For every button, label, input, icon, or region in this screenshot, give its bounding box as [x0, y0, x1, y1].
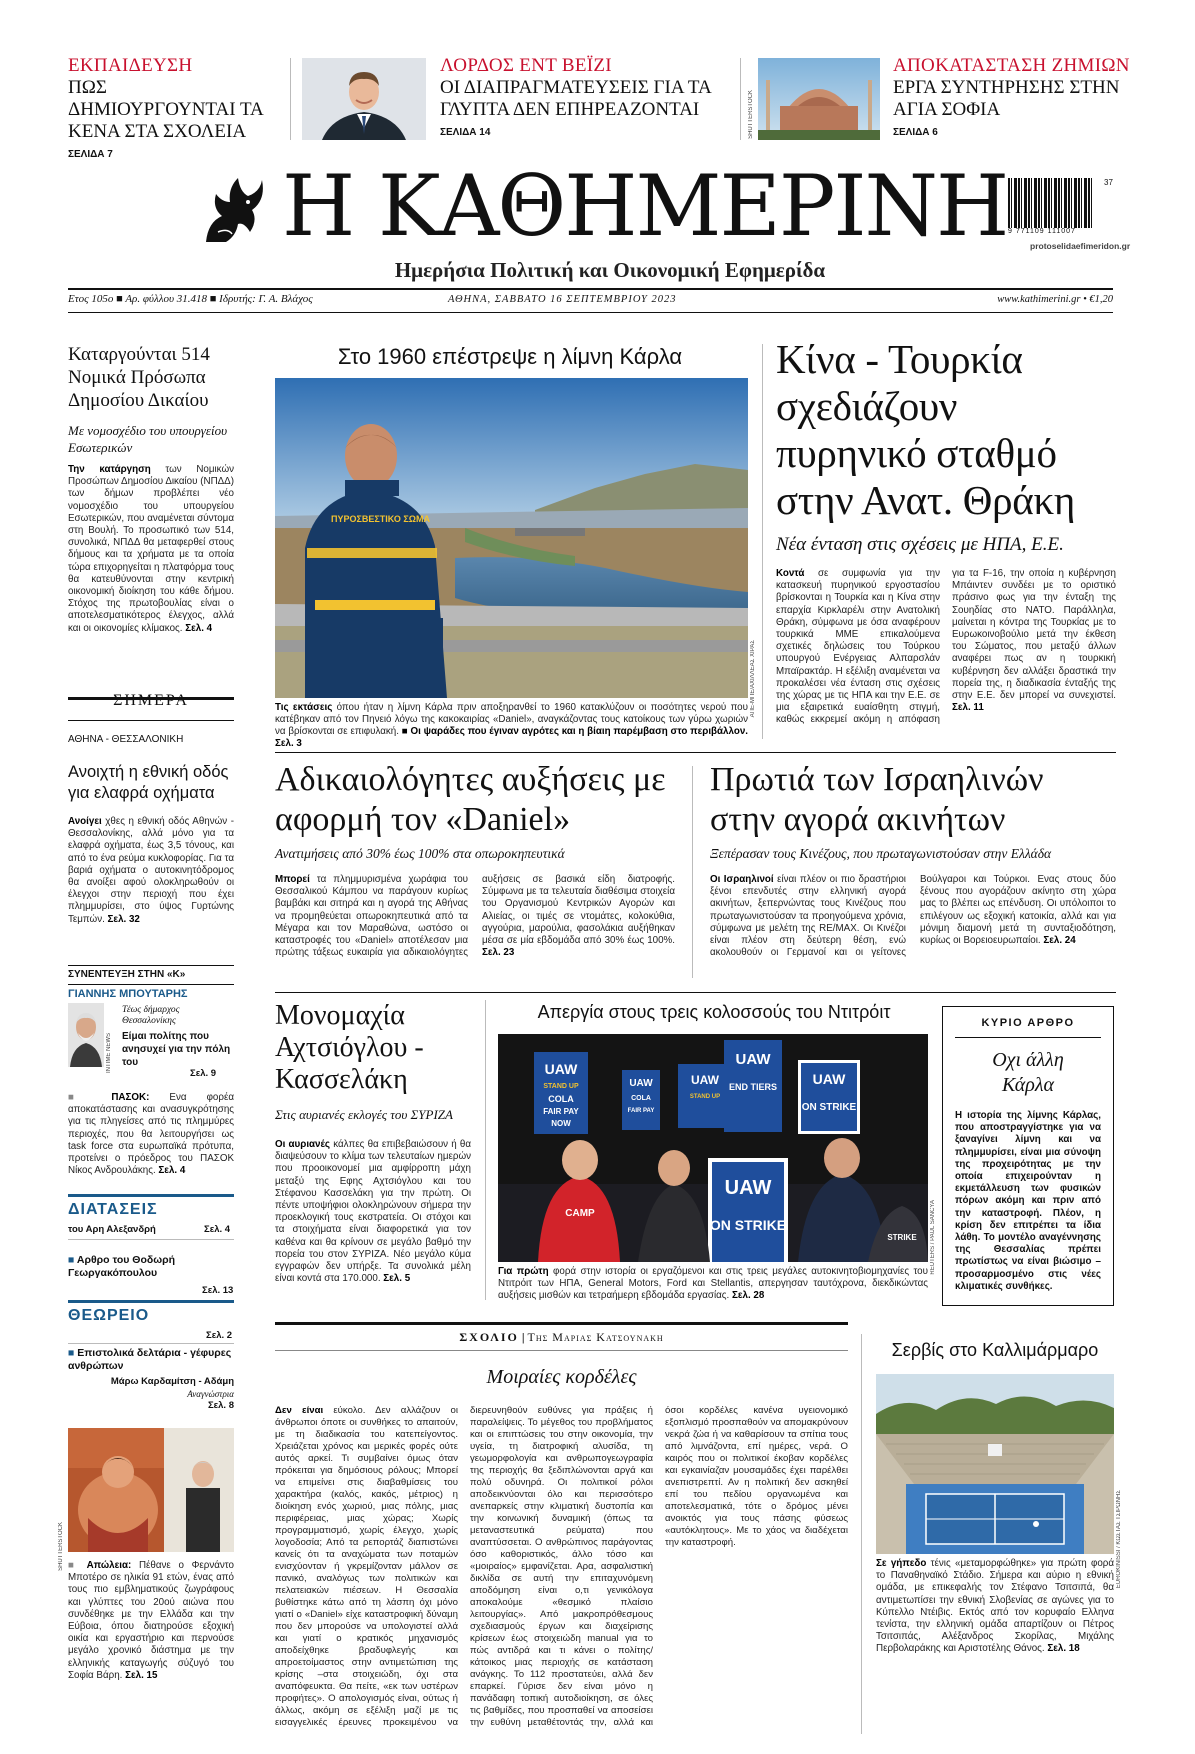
teaser-2-kicker: ΛΟΡΔΟΣ ΕΝΤ ΒΕΪΖΙ — [440, 55, 612, 76]
karla-caption-text: όπου ήταν η λίμνη Κάρλα πριν αποξηρανθεί το 1960 κατακλύζουν οι ποσότητες νερού που κατέβηκαν από τον Πηνειό λόγω της κακοκαιρίας «Daniel», αναγκάζοντας τους κατοίκους των γύρω χωριών να βρίσκονται σε επιφυλακή. — [275, 702, 748, 737]
theoreio-label[interactable]: ΘΕΩΡΕΙΟ — [68, 1307, 150, 1324]
pasok-text: Ενα φορέα αποκατάστασης και ανασυγκρότησης για τις πληγείσες από τις πλημμύρες περιοχές, που θα λειτουργήσει ως task force στα ευρωπαϊκά πρότυπα, προτείνει ο πρόεδρος του ΠΑΣΟΚ Νίκος Ανδρουλάκης. — [68, 1092, 234, 1177]
site-and-price: www.kathimerini.gr • €1,20 — [997, 294, 1113, 305]
daniel-subtitle: Ανατιμήσεις από 30% έως 100% στα οπωροκηπευτικά — [275, 846, 565, 861]
china-body — [776, 568, 1116, 727]
daniel-body — [275, 874, 675, 959]
editorial-box[interactable] — [942, 1006, 1114, 1306]
israel-body-lead: Οι Ισραηλινοί — [710, 874, 774, 885]
sign-text-uaw-2: UAW — [629, 1078, 653, 1089]
china-story[interactable] — [776, 336, 1116, 727]
strike-caption-page: Σελ. 28 — [732, 1290, 765, 1301]
daniel-body-lead: Μπορεί — [275, 874, 310, 885]
teaser-1[interactable] — [68, 55, 278, 160]
karla-photo-credit: ΑΠΕ-ΜΠΕ/ΑΧΙΛΛΕΑΣ ΧΙΡΑΣ — [750, 640, 756, 718]
diataseis-page: Σελ. 4 — [204, 1224, 231, 1235]
karla-caption-extra: ■ Οι ψαράδες που έγιναν αγρότες και η βίαιη παρέμβαση στο περιβάλλον. — [398, 726, 748, 737]
scholio-body-lead: Δεν είναι — [275, 1405, 324, 1416]
vest-text: ΠΥΡΟΣΒΕΣΤΙΚΟ ΣΩΜΑ — [331, 514, 431, 524]
strike-photo — [498, 1034, 928, 1262]
lead-body-text: των Νομικών Προσώπων Δημοσίου Δικαίου (ΝΠΔΔ) των δήμων προβλέπει νέο νομοσχέδιο του υπουργείου Εσωτερικών, που αναμένεται σύντομα στη Βουλή. Το προσωπικό των 514, συνολικά, ΝΠΔΔ θα μεταφερθεί στους δήμους και τα χρήματα με τα οποία τώρα επιχορηγείται η πλατφόρμα τους θα κατευθύνονται στην κεντρική οικονομική διοίκηση του κάθε δήμου. Στόχος της πρωτοβουλίας είναι ο αποτελεσματικότερος έλεγχος, αλλά και οι οικονομίες κλίμακος. — [68, 464, 234, 634]
israel-page: Σελ. 24 — [1043, 935, 1076, 947]
serbia-caption-page: Σελ. 18 — [1047, 1643, 1080, 1655]
strike-photo-credit: REUTERS / PAUL SANCYA — [930, 1200, 936, 1275]
diataseis-label[interactable]: ΔΙΑΤΑΣΕΙΣ — [68, 1201, 158, 1218]
scholio-header: ΣΧΟΛΙΟ | Της Μαριας Κατσουνακη — [459, 1330, 664, 1344]
road-body-lead: Ανοίγει — [68, 816, 102, 827]
daniel-title: Αδικαιολόγητες αυξήσεις με αφορμή τον «Daniel» — [275, 761, 666, 838]
pasok-page: Σελ. 4 — [158, 1165, 186, 1177]
china-subtitle: Νέα ένταση στις σχέσεις με ΗΠΑ, Ε.Ε. — [776, 534, 1064, 555]
stadium-photo — [876, 1374, 1114, 1554]
letters-role: Αναγνώστρια — [187, 1389, 234, 1399]
interview-name: ΓΙΑΝΝΗΣ ΜΠΟΥΤΑΡΗΣ — [68, 988, 188, 1000]
strike-caption-lead: Για πρώτη — [498, 1266, 549, 1277]
sign-text-cola-2: COLA — [631, 1095, 651, 1102]
scholio-body — [275, 1405, 848, 1735]
interview-quote[interactable]: Είμαι πολίτης που ανησυχεί για την πόλη του — [122, 1031, 231, 1068]
scholio-label: ΣΧΟΛΙΟ — [459, 1330, 519, 1344]
interview-label: ΣΥΝΕΝΤΕΥΞΗ ΣΤΗΝ «Κ» — [68, 969, 186, 980]
letters-item[interactable]: ■ Επιστολικά δελτάρια - γέφυρες ανθρώπων — [68, 1347, 232, 1372]
sign-text-standup-1: STAND UP — [543, 1083, 579, 1090]
israel-subtitle: Ξεπέρασαν τους Κινέζους, που πρωταγωνιστούσαν στην Ελλάδα — [710, 846, 1052, 861]
sign-text-uaw-4: UAW — [735, 1051, 771, 1068]
teaser-1-page: ΣΕΛΙΔΑ 7 — [68, 149, 113, 160]
road-page: Σελ. 32 — [107, 913, 140, 925]
syriza-story[interactable] — [275, 1000, 471, 1285]
teaser-2-headline: ΟΙ ΔΙΑΠΡΑΓΜΑΤΕΥΣΕΙΣ ΓΙΑ ΤΑ ΓΛΥΠΤΑ ΔΕΝ ΕΠΗΡΕΑΖΟΝΤΑΙ — [440, 77, 711, 120]
editorial-label: ΚΥΡΙΟ ΑΡΘΡΟ — [981, 1017, 1075, 1029]
syriza-title: Μονομαχία Αχτσιόγλου - Κασσελάκη — [275, 1000, 424, 1095]
daniel-story[interactable] — [275, 760, 675, 959]
israel-title: Πρωτιά των Ισραηλινών στην αγορά ακινήτων — [710, 761, 1044, 838]
strike-caption-text: φορά στην ιστορία οι εργαζόμενοι και στις τρεις μεγάλες αυτοκινητοβιομηχανίες του Ντιτρόιτ των ΗΠΑ, General Motors, Ford και Stellantis, απεργησαν ταυτόχρονα, διεκδικώντας αυξήσεις μισθών και τετραήμερη εβδομάδα εργασίας. — [498, 1266, 928, 1301]
lead-title[interactable]: Καταργούνται 514 Νομικά Πρόσωπα Δημοσίου Δικαίου — [68, 344, 210, 411]
serbia-heading[interactable]: Σερβίς στο Καλλιμάρμαρο — [891, 1340, 1099, 1360]
sign-text-onstrike-1: ON STRIKE — [801, 1102, 857, 1113]
syriza-body-text: κάλπες θα επιβεβαιώσουν ή θα διαψεύσουν το κλίμα των τελευταίων ημερών που προοικονομεί μια αμφίρροπη μάχη μεταξύ της Εφης Αχτσιόγλου και του Στέφανου Κασσελάκη για την πρώτη. Οι πέντε υποψήφιοι ολοκληρώνουν σήμερα την προεκλογική τους εκστρατεία. Οι στόχοι και τα στοιχήματα είναι διαφορετικά για τον καθένα και θα κρίνουν σε μεγάλο βαθμό την πορεία του στον ΣΥΡΙΖΑ. Νέο μεγάλο κύμα εγγραφών δεν υπήρξε. Τα συνολικά μέλη είναι κοντά στα 170.000. — [275, 1139, 472, 1285]
lead-body — [68, 464, 234, 635]
loss-story[interactable]: ■ Απώλεια: Πέθανε ο Φερνάντο Μποτέρο σε ηλικία 91 ετών, ένας από τους πιο εμβληματικούς ζωγράφους και γλύπτες του 20ού αιώνα που συνδέθηκε με την Ελλάδα και την Εύβοια, όπου διατηρούσε εξοχική οικία και εργαστήριο και περνούσε μεγάλο χρονικό διάστημα με την ελληνικής καταγωγής σύζυγό του Σοφία Βάρη. Σελ. 15 — [68, 1560, 234, 1681]
karla-caption-page: Σελ. 3 — [275, 738, 302, 749]
teaser-3-photo-credit: SHUTTERSTOCK — [748, 90, 754, 139]
botero-photo — [68, 1428, 234, 1552]
daniel-body-text: τα πλημμυρισμένα χωράφια του Θεσσαλικού Κάμπου να παράγουν κυρίως βαμβάκι και σιτηρά και η αγορά της Αθήνας να προμηθεύεται οπωροκηπευτικά από τα Μέγαρα και τον Μαραθώνα, ωστόσο οι καταστροφές του «Daniel» αποτέλεσαν μια πρώτης τάξεως ευκαιρία για αδικαιολόγητες αυξήσεις σε βασικά είδη διατροφής. Σύμφωνα με τα τελευταία διαθέσιμα στοιχεία του Οργανισμού Κεντρικών Αγορών και Αλιείας, οι τιμές σε ντομάτες, κολοκύθια, αγγούρια, μαρούλια, φασολάκια αυξήθηκαν μέσα σε μία εβδομάδα από 30% έως 100%. — [275, 874, 675, 959]
sign-text-fairpay-1: FAIR PAY — [543, 1107, 579, 1116]
teaser-2[interactable] — [440, 55, 730, 138]
pasok-story[interactable]: ■ ΠΑΣΟΚ: Ενα φορέα αποκατάστασης και ανασυγκρότησης για τις πληγείσες από τις πλημμύρες περιοχές, που θα λειτουργήσει ως task force στα ευρωπαϊκά πρότυπα, προτείνει ο πρόεδρος του ΠΑΣΟΚ Νίκος Ανδρουλάκης. Σελ. 4 — [68, 1092, 234, 1177]
lead-subtitle: Με νομοσχέδιο του υπουργείου Εσωτερικών — [68, 423, 228, 455]
left-column — [68, 343, 234, 635]
strike-heading[interactable]: Απεργία στους τρεις κολοσσούς του Ντιτρόιτ — [537, 1002, 891, 1022]
serbia-caption-lead: Σε γήπεδο — [876, 1558, 927, 1569]
israel-story[interactable] — [710, 760, 1116, 959]
scholio-title[interactable]: Μοιραίες κορδέλες — [486, 1366, 637, 1388]
teaser-2-page: ΣΕΛΙΔΑ 14 — [440, 127, 491, 138]
road-title: Ανοιχτή η εθνική οδός για ελαφρά οχήματα — [68, 763, 229, 802]
serbia-caption — [876, 1558, 1114, 1656]
masthead-subtitle: Ημερήσια Πολιτική και Οικονομική Εφημερίδα — [394, 258, 826, 282]
interview-role: Τέως δήμαρχος Θεσσαλονίκης — [122, 1005, 180, 1026]
road-story[interactable] — [68, 762, 234, 926]
teaser-1-headline: ΠΩΣ ΔΗΜΙΟΥΡΓΟΥΝΤΑΙ ΤΑ ΚΕΝΑ ΣΤΑ ΣΧΟΛΕΙΑ — [68, 77, 263, 142]
botero-photo-credit: SHUTTERSTOCK — [58, 1522, 64, 1571]
barcode — [1008, 178, 1114, 238]
road-body-text: χθες η εθνική οδός Αθηνών - Θεσσαλονίκης, αλλά μόνο για τα ελαφρά οχήματα, έως 3,5 τόνους, και από το ένα ρεύμα κυκλοφορίας. Για τα βαριά οχήματα ο αυτοκινητόδρομος θα ανοίξει αφού ολοκληρωθούν οι έλεγχοι στην περιοχή που έχει πλημμυρίσει, στο ύψος Γυρτώνης Τεμπών. — [68, 816, 234, 925]
issue-date: ΑΘΗΝΑ, ΣΑΒΒΑΤΟ 16 ΣΕΠΤΕΜΒΡΙΟΥ 2023 — [448, 294, 677, 305]
interview-page: Σελ. 9 — [190, 1068, 217, 1079]
letters-label: Επιστολικά δελτάρια - γέφυρες ανθρώπων — [68, 1347, 232, 1372]
sign-text-uaw-3: UAW — [691, 1073, 719, 1087]
griffin-logo-icon — [198, 172, 266, 246]
barcode-number: 9 771109 111007 — [1008, 228, 1076, 235]
sign-text-now-1: NOW — [551, 1119, 571, 1128]
china-body-text: σε συμφωνία για την κατασκευή πυρηνικού εργοστασίου βρίσκονται η Τουρκία και η Κίνα στην επαρχία Κιρκλαρέλι στην Ανατολική Θράκη, σύμφωνα με όσα αναφέρουν τουρκικά ΜΜΕ επικαλούμενα σχετικές δηλώσεις του Τούρκου υπουργού Ενέργειας Αλπαρσλάν Μπαϊρακτάρ. Η εξέλιξη αναμένεται να προκαλέσει νέα ένταση στις σχέσεις της χώρας με τις ΗΠΑ και την Ε.Ε. σε μια εξαιρετικά ευαίσθητη στιγμή, καθώς εκκρεμεί ακόμη η απόφαση για τα F-16, την οποία η κυβέρνηση Μπάιντεν συνδέει με το οριστικό πράσινο φως για την ένταξη της Σουηδίας στο ΝΑΤΟ. Παράλληλα, μαίνεται η κόντρα της Τουρκίας με το Ευρωκοινοβούλιο μετά την έκθεση του Σώματος, που μεταξύ άλλων αναφέρει πως αν η τουρκική κυβέρνηση δεν αλλάξει δραστικά την πορεία της, η διαδικασία ένταξής της στην Ε.Ε. δεν μπορεί να συνεχιστεί. — [776, 568, 1116, 726]
teaser-3-photo — [758, 58, 880, 140]
daniel-page: Σελ. 23 — [482, 947, 515, 959]
lead-body-lead: Την κατάργηση — [68, 464, 151, 475]
today-region: ΑΘΗΝΑ - ΘΕΣΣΑΛΟΝΙΚΗ — [68, 734, 184, 745]
karla-caption-lead: Τις εκτάσεις — [275, 702, 333, 713]
serbia-caption-text: τένις «μεταμορφώθηκε» για πρώτη φορά το Παναθηναϊκό Στάδιο. Σήμερα και αύριο η εθνική ομάδα, με επικεφαλής τον Στέφανο Τσιτσιπά, θα αντιμετωπίσει την εθνική Σλοβενίας σε αγώνες για το Κύπελλο Ντέιβις. Εκτός από τον κορυφαίο Ελληνα τενίστα, την ελληνική ομάδα απαρτίζουν οι Πέτρος Τσιτσιπάς, Αλέξανδρος Σκορίλας, Μιχάλης Περβολαράκης και Αριστοτέλης Θάνος. — [876, 1558, 1115, 1655]
pasok-lead: ΠΑΣΟΚ: — [111, 1092, 150, 1103]
barcode-issue: 37 — [1104, 178, 1113, 187]
syriza-body — [275, 1139, 471, 1285]
teaser-2-photo — [302, 58, 426, 140]
scholio-body-text: εύκολο. Δεν αλλάζουν οι άνθρωποι όποτε οι συνθήκες το απαιτούν, με τη διαδικασία του κατεπείγοντος. Χρειάζεται χρόνος και μερικές φορές ούτε αυτός αρκεί. Τι συμβαίνει όμως όταν πρόκειται για δημόσιους ρόλους; Μπορεί να επιμείνει στις διαβαθμίσεις του χαρακτήρα (καλός, κακός, μέτριος) η διοίκηση ενός χωριού, μιας πόλης, μιας περιφέρειας, μιας χώρας; Χωρίς προγραμματισμό, χωρίς έλεγχο, χωρίς λογοδοσία; Από τα ρεπορτάζ διαπιστώνει κανείς ότι τα αναχώματα των ποταμών ενισχύονταν ή γκρεμίζονταν μάλλον σε πανικό, αναλόγως των πολιτικών και πελατειακών πιέσεων. Η Θεσσαλία βυθίστηκε κάτω από τη λάσπη όχι μόνο γιατί ο «Daniel» είχε καταστροφική δύναμη που δεν μπορούσε να υπολογιστεί αλλά και γιατί ο κρατικός μηχανισμός αποδείχθηκε βραδυφλεγής και απροετοίμαστος στην αντιμετώπιση της κρίσης –στα στοιχειώδη, όχι στα αναπόφευκτα. Θα πείτε, «εκ των υστέρων προφήτες». Ο απολογισμός είναι, ούτως ή άλλως, ακόμη σε εξέλιξη μαζί με τις εισαγγελικές έρευνες προκειμένου να διερευνηθούν ευθύνες για πράξεις ή παραλείψεις. Το μέγεθος του προβλήματος και οι επιπτώσεις του στην οικονομία, την υγεία, τη διατροφική αλυσίδα, τη γεωμορφολογία και ανθρωπογεωγραφία της περιοχής θα ξεδιπλώνονται αργά και πολύ οδυνηρά. Οι πολιτικοί ρόλοι αποδεικνύονται όλο και περισσότερο ανεπαρκείς στην κλιματική δυστοπία και την κοινωνική δυναμική (όπως τα μεταναστευτικά ρεύματα) που αναπτύσσεται. Ο ανθρώπινος παράγοντας όσο καθοριστικός, άλλο τόσο και «μοιραίος» εμφανίζεται. Αρα, ασφαλιστική δικλίδα σε αυτή την επιταχυνόμενη αποδόμηση είναι ο,τι γενικόλογα αποκαλούμε «θεσμικό πλαίσιο λειτουργίας». Από μακροπρόθεσμους σχεδιασμούς έργων και διαχείρισης κρίσεων έως στοιχειώδη manual για το πώς αντιδρά και τι κάνει ο πολίτης/κάτοικος μιας περιοχής σε κατάσταση ανάγκης. Το 112 προστατεύει, αλλά δεν επαρκεί. Γύρισε δεν είναι μόνο η πανάδαφη τοπική αυτοδιοίκηση, σε όλες τις βαθμίδες, που προσπαθεί να αποσείσει την ευθύνη μεταθέτοντάς την, αλλά και όσοι κορδέλες κανένα υγειονομικό εξοπλισμό προσπαθούν να απομακρύνουν νεκρά ζώα ή να καθαρίσουν τα σπίτια τους από λιμνάζοντα, επί ημέρες, νερά. Ο καιρός που οι πολιτικοί έκοβαν κορδέλες και εγκαινίαζαν μουσαμάδες έχει παρέλθει ανεπιστρεπτί. Αν η πολιτική δεν ασκηθεί επί του πεδίου οργανωμένα και αποτελεσματικά, τότε ο δρόμος μένει ανοικτός για τους πάσης φύσεως «αυτόκλητους». Με το χάος να διαδέχεται την καταστροφή. — [275, 1405, 848, 1728]
editorial-title: Οχι άλλη Κάρλα — [992, 1049, 1064, 1096]
scholio-author: Της Μαριας Κατσουνακη — [527, 1330, 664, 1344]
israel-body — [710, 874, 1116, 959]
teaser-1-kicker: ΕΚΠΑΙΔΕΥΣΗ — [68, 55, 193, 76]
karla-heading[interactable]: Στο 1960 επέστρεψε η λίμνη Κάρλα — [337, 344, 683, 369]
issue-info: Ετος 105ο ■ Αρ. φύλλου 31.418 ■ Ιδρυτής: Γ. Α. Βλάχος — [68, 293, 313, 305]
syriza-body-lead: Οι αυριανές — [275, 1139, 331, 1150]
sign-text-standup-3: STAND UP — [689, 1094, 721, 1100]
article-page: Σελ. 13 — [202, 1285, 234, 1296]
today-label-mask — [97, 693, 205, 705]
china-title: Κίνα - Τουρκία σχεδιάζουν πυρηνικό σταθμό στην Ανατ. Θράκη — [776, 336, 1075, 523]
stadium-photo-credit: EUROKINISSI / ΚΩΣΤΑΣ ΤΣΙΡΩΝΗΣ — [1116, 1490, 1122, 1589]
teaser-3[interactable] — [893, 55, 1143, 138]
syriza-subtitle: Στις αυριανές εκλογές του ΣΥΡΙΖΑ — [275, 1107, 453, 1122]
article-item[interactable]: ■ Αρθρο του Θοδωρή Γεωργακόπουλου — [68, 1254, 176, 1279]
boutaris-photo-credit: INTIME NEWS — [106, 1033, 112, 1073]
sign-text-endtiers: END TIERS — [728, 1082, 778, 1092]
today-label: ΣΗΜΕΡΑ — [113, 692, 189, 709]
masthead-title: Η ΚΑΘΗΜΕΡΙΝΗ — [282, 157, 1008, 255]
theoreio-page: Σελ. 2 — [206, 1330, 233, 1341]
article-label: Αρθρο του Θοδωρή Γεωργακόπουλου — [68, 1254, 176, 1279]
letters-author: Μάρω Καρδαμίτση - Αδάμη — [110, 1376, 234, 1387]
sign-text-uaw-6: UAW — [724, 1177, 772, 1199]
sign-text-onstrike-2: ON STRIKE — [709, 1217, 787, 1233]
loss-lead: Απώλεια: — [86, 1560, 132, 1571]
israel-body-text: είναι πλέον οι πιο δραστήριοι ξένοι επενδυτές στην ελληνική αγορά ακινήτων, ξεπερνώντας τους Κινέζους που πρωταγωνιστούσαν τα προηγούμενα χρόνια, σύμφωνα με μελέτη της RE/MAX. Οι Κινέζοι είναι πλέον στη δεύτερη θέση, ενώ ακολουθούν οι Γερμανοί και οι γείτονες Βούλγαροι και Τούρκοι. Ενας στους δύο ξένους που αγοράζουν ακίνητο στη χώρα μας το βλέπει ως επένδυση. Οι υπόλοιποι το επιλέγουν ως εξοχική κατοικία, αλλά και για μόνιμη διαμονή μετά τη συνταξιοδότηση, κυρίως οι Βορειοευρωπαίοι. — [710, 874, 1116, 959]
teaser-3-page: ΣΕΛΙΔΑ 6 — [893, 127, 938, 138]
sign-text-fairpay-2: FAIR PAY — [627, 1108, 655, 1114]
teaser-3-kicker: ΑΠΟΚΑΤΑΣΤΑΣΗ ΖΗΜΙΩΝ — [893, 55, 1130, 76]
boutaris-photo — [68, 1003, 104, 1067]
diataseis-author: του Αρη Αλεξανδρή — [68, 1224, 156, 1235]
loss-text: Πέθανε ο Φερνάντο Μποτέρο σε ηλικία 91 ετών, ένας από τους πιο εμβληματικούς ζωγράφους και γλύπτες του 20ού αιώνα που συνδέθηκε με την Ελλάδα και την Εύβοια, όπου διατηρούσε εξοχική οικία και εργαστήριο και περνούσε μεγάλο χρονικό διάστημα με την ελληνικής καταγωγής σύζυγό του Σοφία Βάρη. — [68, 1560, 234, 1681]
sign-text-uaw-5: UAW — [812, 1071, 846, 1087]
shirt-text-strike: STRIKE — [887, 1233, 917, 1242]
road-body — [68, 816, 234, 926]
barcode-bars — [1008, 178, 1092, 228]
strike-caption — [498, 1266, 928, 1302]
loss-page: Σελ. 15 — [125, 1669, 158, 1681]
teaser-3-headline: ΕΡΓΑ ΣΥΝΤΗΡΗΣΗΣ ΣΤΗΝ ΑΓΙΑ ΣΟΦΙΑ — [893, 77, 1120, 120]
watermark: protoselidaefimeridon.gr — [1030, 241, 1131, 251]
shirt-text-camp: CAMP — [565, 1208, 595, 1219]
editorial-body: Η ιστορία της λίμνης Κάρλας, που αποστραγγίστηκε για να ξαναγίνει λίμνη και να πλημμυρίσει, είναι μια σύνοψη της προχειρότητας με την οποία επιχειρούνταν η εκμετάλλευση των φυσικών πόρων ακόμη και πριν από την καταστροφή. Πλέον, η κρίση δεν επιτρέπει τα ίδια λάθη. Το μοντέλο αναγέννησης της Θεσσαλίας πρέπει πρωτίστως να είναι βιώσιμο – προσαρμοσμένο στις νέες κλιματικές συνθήκες. — [955, 1110, 1101, 1292]
syriza-page: Σελ. 5 — [383, 1273, 411, 1285]
lead-page: Σελ. 4 — [185, 622, 213, 634]
letters-page: Σελ. 8 — [207, 1400, 234, 1411]
karla-photo — [275, 378, 748, 698]
karla-caption — [275, 702, 748, 750]
sign-text-cola-1: COLA — [548, 1094, 574, 1104]
china-body-lead: Κοντά — [776, 568, 805, 579]
sign-text-uaw-1: UAW — [544, 1061, 578, 1077]
china-page: Σελ. 11 — [952, 702, 984, 714]
